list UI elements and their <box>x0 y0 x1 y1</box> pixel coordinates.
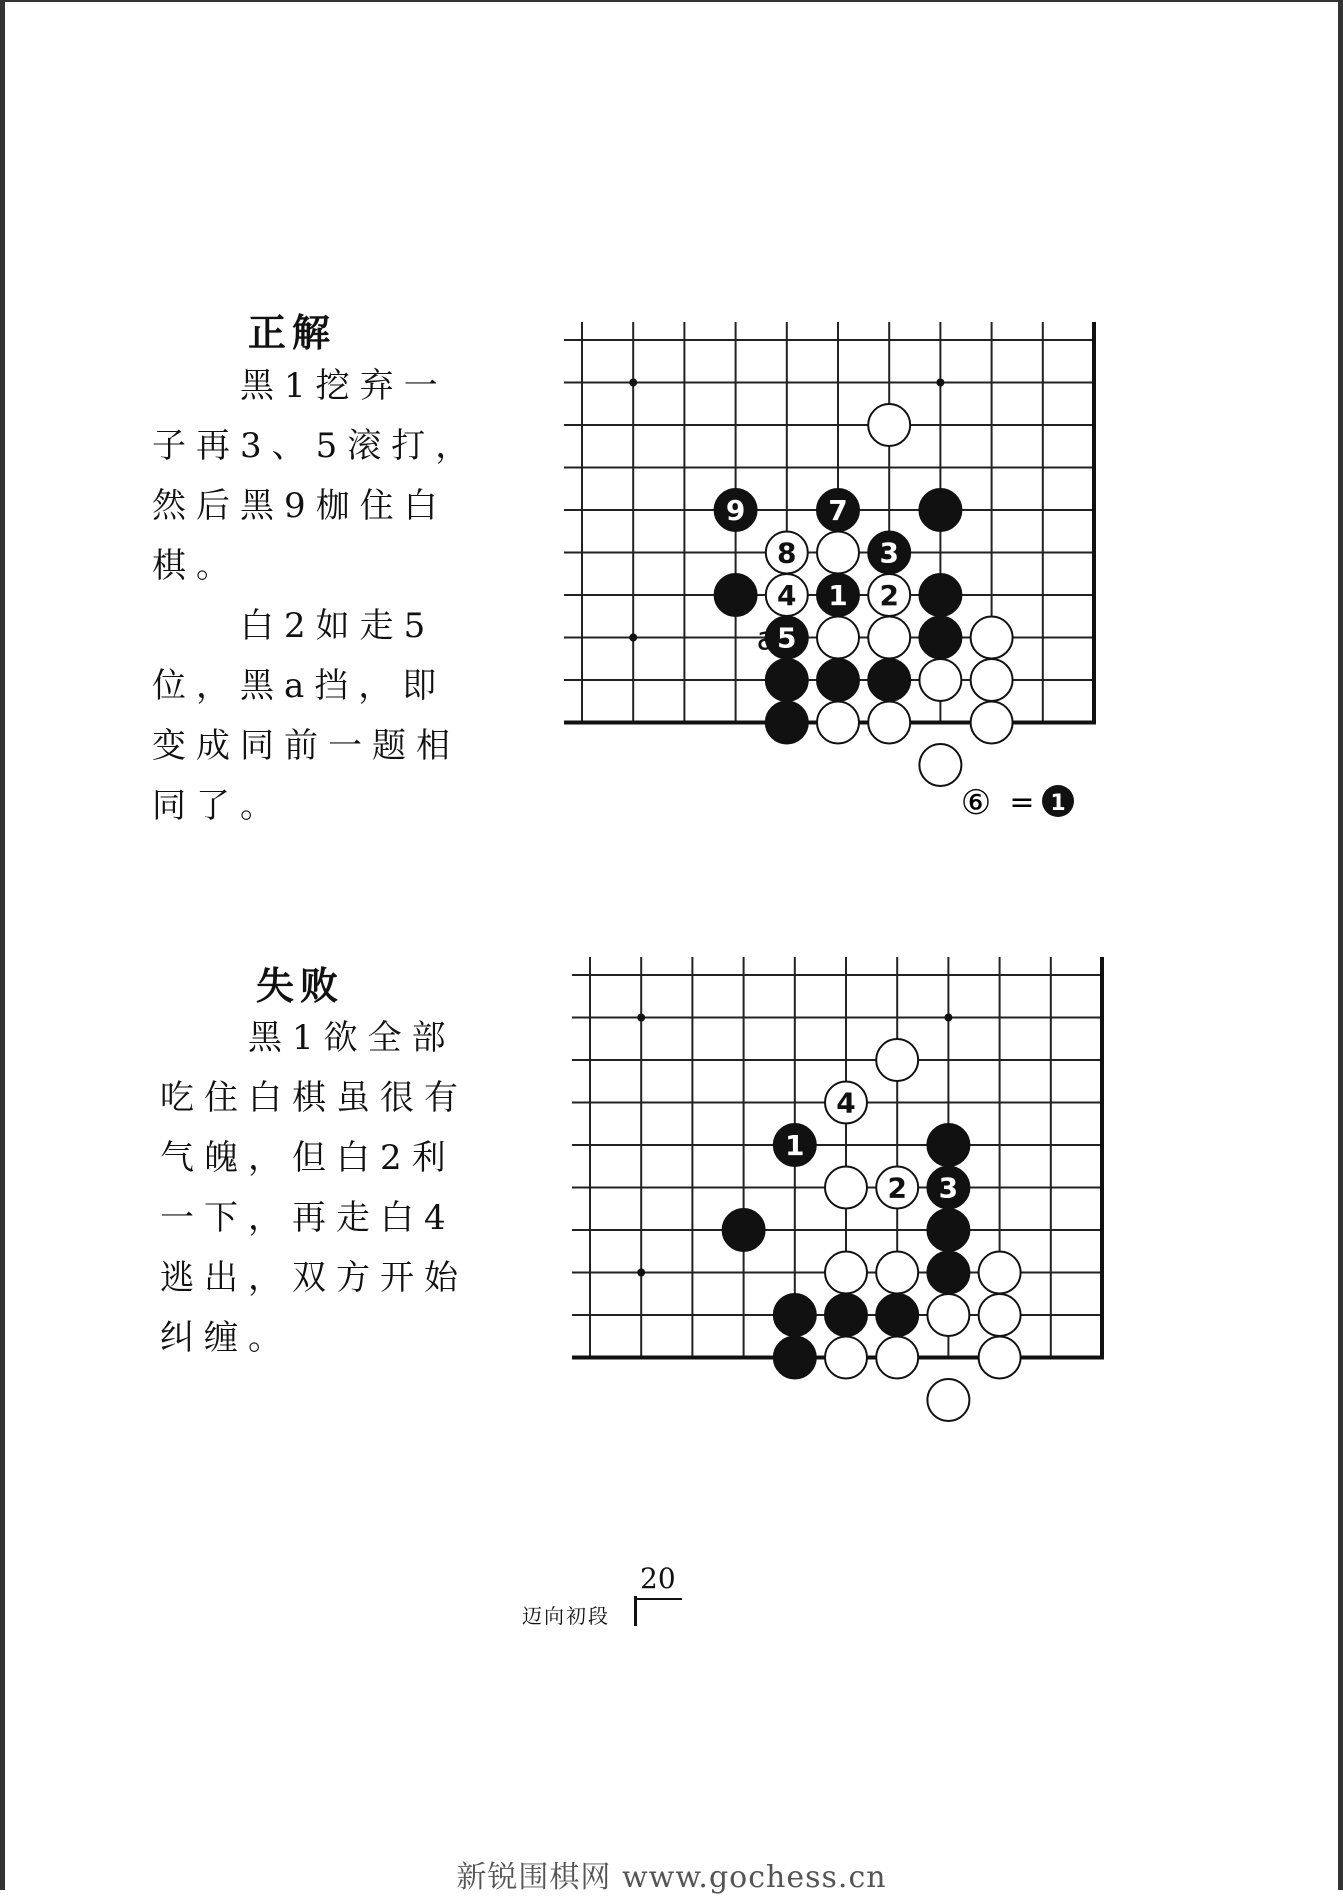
text-line: 气魄，但白2利 <box>160 1138 456 1178</box>
white-stone <box>927 1294 969 1336</box>
black-stone <box>919 489 961 531</box>
text-line: 同了。 <box>152 786 284 826</box>
white-stone <box>825 1167 867 1209</box>
stone-number: 7 <box>828 494 848 527</box>
white-stone <box>971 659 1013 701</box>
stone-number: 4 <box>836 1086 856 1120</box>
white-stone <box>971 702 1013 744</box>
go-board-failure <box>572 957 1104 1421</box>
star-point <box>629 634 637 642</box>
note-white-6: ⑥ <box>960 783 992 823</box>
white-stone <box>825 1252 867 1294</box>
section-title-correct: 正解 <box>248 310 337 355</box>
text-line: 纠缠。 <box>160 1318 292 1358</box>
black-stone <box>868 659 910 701</box>
white-stone <box>979 1294 1021 1336</box>
page-number-rule <box>634 1596 637 1626</box>
diagram-note <box>961 783 1074 823</box>
black-stone <box>766 659 808 701</box>
white-stone <box>868 404 910 446</box>
white-stone <box>919 659 961 701</box>
note-black-1: 1 <box>1050 791 1066 816</box>
text-line: 吃住白棋虽很有 <box>160 1078 468 1118</box>
white-stone <box>876 1252 918 1294</box>
text-line: 黑1欲全部 <box>160 1018 456 1058</box>
note-equals: = <box>1009 785 1035 820</box>
black-stone <box>723 1209 765 1251</box>
stone-number: 4 <box>777 579 797 612</box>
text-line: 变成同前一题相 <box>152 726 460 766</box>
watermark-footer: 新锐围棋网 www.gochess.cn <box>456 1860 887 1895</box>
star-point <box>637 1269 645 1277</box>
stone-number: 3 <box>938 1171 959 1205</box>
star-point <box>936 379 944 387</box>
black-stone <box>766 702 808 744</box>
white-stone <box>971 617 1013 659</box>
black-stone <box>927 1209 969 1251</box>
white-stone <box>817 617 859 659</box>
black-stone <box>715 574 757 616</box>
text-line: 逃出，双方开始 <box>160 1258 468 1298</box>
white-stone <box>927 1379 969 1421</box>
stone-number: 2 <box>879 579 899 612</box>
white-stone <box>868 702 910 744</box>
white-stone <box>876 1337 918 1379</box>
white-stone <box>817 532 859 574</box>
star-point <box>629 379 637 387</box>
text-line: 位，黑a挡，即 <box>152 666 447 706</box>
white-stone <box>825 1337 867 1379</box>
white-stone <box>868 617 910 659</box>
text-line: 棋。 <box>152 546 240 586</box>
go-board-correct <box>564 322 1096 786</box>
black-stone <box>774 1337 816 1379</box>
black-stone <box>876 1294 918 1336</box>
text-line: 黑1挖弃一 <box>152 366 448 406</box>
text-line: 白2如走5 <box>152 606 436 646</box>
stone-number: 1 <box>785 1129 805 1162</box>
star-point <box>944 1014 952 1022</box>
white-stone <box>876 1039 918 1081</box>
black-stone <box>919 617 961 659</box>
black-stone <box>919 574 961 616</box>
text-line: 一下，再走白4 <box>160 1198 456 1238</box>
page-number: 20 <box>640 1562 676 1595</box>
board-mark-a: a <box>756 619 777 658</box>
white-stone <box>979 1252 1021 1294</box>
black-stone <box>817 659 859 701</box>
section-title-failure: 失败 <box>256 963 345 1008</box>
stone-number: 9 <box>725 494 746 527</box>
stone-number: 1 <box>828 579 848 612</box>
star-point <box>637 1014 645 1022</box>
stone-number: 5 <box>777 621 797 655</box>
white-stone <box>979 1337 1021 1379</box>
page-number-rule <box>634 1598 682 1600</box>
text-line: 然后黑9枷住白 <box>152 486 448 526</box>
black-stone <box>774 1294 816 1336</box>
stone-number: 2 <box>887 1171 907 1205</box>
black-stone <box>825 1294 867 1336</box>
black-stone <box>927 1252 969 1294</box>
stone-number: 8 <box>777 536 797 570</box>
white-stone <box>919 744 961 786</box>
running-title: 迈向初段 <box>522 1604 610 1628</box>
stone-number: 3 <box>879 536 899 570</box>
black-stone <box>927 1124 969 1166</box>
white-stone <box>817 702 859 744</box>
text-line: 子再3、5滚打， <box>152 426 480 466</box>
